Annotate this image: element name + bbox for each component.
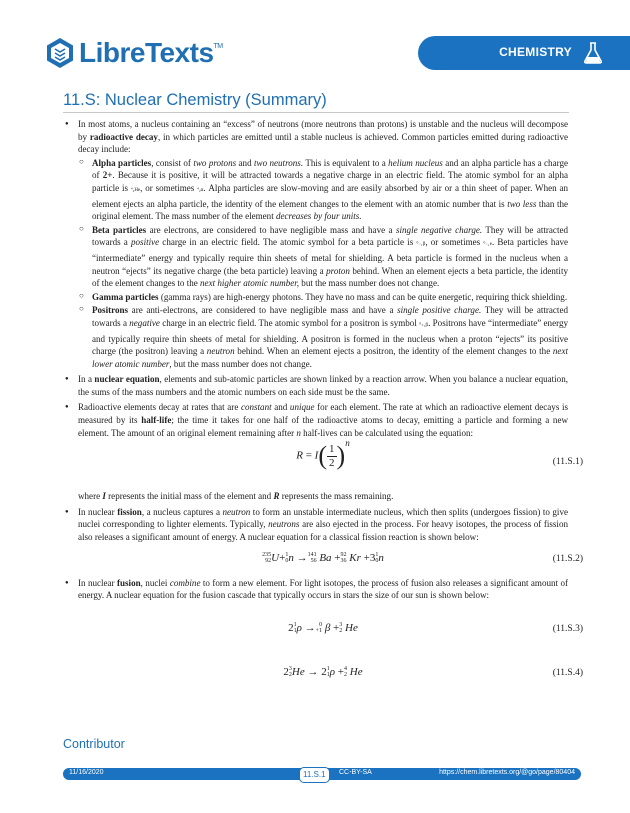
beta-symbol-alt: ⁰₋₁e xyxy=(483,242,492,248)
logo-wordmark: LibreTexts™ xyxy=(79,37,223,68)
equation-11-s-4: 2 3 2 He → 2 1 1 ρ + 4 2 He (11.S.4) xyxy=(283,665,583,679)
libretexts-logo[interactable] xyxy=(45,37,223,69)
list-item-nuclear-equation: ● In a nuclear equation, elements and sub-atomic particles are shown linked by a reaction arrow. When you balance a nuclear equation, the sums of the mass numbers and the atomic numbers on each side must be the same. xyxy=(63,373,568,398)
page-header xyxy=(0,0,630,100)
summary-content xyxy=(63,118,583,691)
footer-date: 11/16/2020 xyxy=(69,769,104,776)
subject-label: CHEMISTRY xyxy=(499,45,572,59)
contributor-heading: Contributor xyxy=(63,737,125,751)
equation-label: (11.S.4) xyxy=(552,667,583,678)
summary-list xyxy=(63,118,583,688)
fraction-one-half: $\frac{1}{2}$ xyxy=(329,443,335,469)
equation-11-s-3: 2 1 1 ρ → 0 +1 β + 3 2 He (11.S.3) xyxy=(288,621,583,635)
equation-11-s-1: R = I( $\frac{1}{2}$ )$^n$ (11.S.1) xyxy=(296,438,583,471)
list-item-fusion: ● In nuclear fusion, nuclei combine to form a new element. For light isotopes, the process of fusion also releases a significant amount of energy. A nuclear equation for the fusion cascade that typically occurs in stars the size of our sun is shown below: 2 1 1 ρ → 0 +1 β + 3 2 He (11.S.3) 2 3 2 He → 2 1 1 ρ + 4 2 He (11.S.4) xyxy=(63,577,568,688)
list-item-radioactive-decay: ● In most atoms, a nucleus containing an “excess” of neutrons (more neutrons than protons) is unstable and the nucleus will decompose by radioactive decay, in which particles are emitted until a stable nucleus is achieved. Common particles emitted during radioactive decay include: ○ Alpha particles, consist of two protons and two neutrons. This is equivalent to a helium nucleus and an alpha particle has a charge of 2+. Because it is positive, it will be attracted towards a negative charge in an electric field. The atomic symbol for an alpha particle is ⁴₂He, or sometimes ⁴₂α. Alpha particles are slow-moving and are easily absorbed by air or a thin sheet of paper. When an element ejects an alpha particle, the identity of the element changes to the element with an atomic number that is two less than the original element. The mass number of the element decreases by four units. ○ Beta particles are electrons, are considered to have negligible mass and have a single negative charge. They will be attracted towards a positive charge in an electric field. The atomic symbol for a beta particle is ⁰₋₁β, or sometimes ⁰₋₁e. Beta particles have “intermediate” energy and typically require thin sheets of metal for shielding. A beta particle is formed in the nucleus when a neutron “ejects” its negative charge (the beta particle) leaving a proton behind. When an element ejects a beta particle, the identity of the element changes to the next higher atomic number, but the mass number does not change. ○ Gamma particles (gamma rays) are high-energy photons. They have no mass and can be quite energetic, requiring thick shielding. ○ Positrons are anti-electrons, are considered to have negligible mass and have a single positive charge. They will be attracted towards a negative charge in an electric field. The atomic symbol for a positron is symbol ⁰₊₁β. Positrons have “intermediate” energy and typically require thin sheets of metal for shielding. A positron is formed in the nucleus when a proton “ejects” its positive charge (the positron) leaving a neutron behind. When an element ejects a positron, the identity of the element changes to the next lower atomic number, but the mass number does not change. xyxy=(63,118,568,370)
page-footer xyxy=(63,768,581,780)
footer-page-number: 11.S.1 xyxy=(299,767,330,783)
list-item-fission: ● In nuclear fission, a nucleus captures a neutron to form an unstable intermediate nucleus, which then splits (undergoes fission) to give nuclei corresponding to lighter elements. Typically, neutrons are also ejected in the process. For heavy isotopes, the process of fission also releases a significant amount of energy. A nuclear equation for a classical fission reaction is shown below: 235 92 U+ 1 0 n → 141 56 Ba + 92 36 Kr +3 1 0 n (11.S.2) xyxy=(63,506,568,574)
list-item-gamma: ○ Gamma particles (gamma rays) are high-energy photons. They have no mass and can be quite energetic, requiring thick shielding. xyxy=(78,291,568,304)
libretexts-hexagon-icon xyxy=(45,37,75,69)
half-life-explanation: where I represents the initial mass of the element and R represents the mass remaining. xyxy=(78,491,394,502)
title-divider xyxy=(63,112,569,113)
footer-license[interactable]: CC-BY-SA xyxy=(339,769,372,776)
particle-list xyxy=(78,157,568,371)
alpha-symbol: ⁴₂He xyxy=(130,187,141,193)
list-item-positron: ○ Positrons are anti-electrons, are considered to have negligible mass and have a single positive charge. They will be attracted towards a negative charge in an electric field. The atomic symbol for a positron is symbol ⁰₊₁β. Positrons have “intermediate” energy and typically require thin sheets of metal for shielding. A positron is formed in the nucleus when a proton “ejects” its positive charge (the positron) leaving a neutron behind. When an element ejects a positron, the identity of the element changes to the next lower atomic number, but the mass number does not change. xyxy=(78,304,568,370)
page-title: 11.S: Nuclear Chemistry (Summary) xyxy=(63,91,327,109)
equation-label: (11.S.1) xyxy=(552,457,583,468)
flask-icon xyxy=(582,41,604,65)
footer-url-link[interactable]: https://chem.libretexts.org/@go/page/80404 xyxy=(439,769,575,776)
positron-symbol: ⁰₊₁β xyxy=(419,322,429,328)
equation-label: (11.S.2) xyxy=(552,553,583,564)
equation-11-s-2: 235 92 U+ 1 0 n → 141 56 Ba + 92 36 Kr +3 1 0 n (11.S.2) xyxy=(262,551,583,565)
alpha-symbol-alt: ⁴₂α xyxy=(197,187,204,193)
list-item-half-life: ● Radioactive elements decay at rates that are constant and unique for each element. The rate at which an radioactive element decays is measured by its half-life; the time it takes for one half of the radioactive atoms to decay, emitting a particle and forming a new element. The amount of an original element remaining after n half-lives can be calculated using the equation: R = I( $\frac{1}{2}$ )$^n$ (11.S.1) where I represents the initial mass of the element and R represents the mass remaining. xyxy=(63,401,568,502)
subject-banner[interactable] xyxy=(418,36,630,70)
list-item-beta: ○ Beta particles are electrons, are considered to have negligible mass and have a single negative charge. They will be attracted towards a positive charge in an electric field. The atomic symbol for a beta particle is ⁰₋₁β, or sometimes ⁰₋₁e. Beta particles have “intermediate” energy and typically require thin sheets of metal for shielding. A beta particle is formed in the nucleus when a neutron “ejects” its negative charge (the beta particle) leaving a proton behind. When an element ejects a beta particle, the identity of the element changes to the next higher atomic number, but the mass number does not change. xyxy=(78,224,568,290)
equation-label: (11.S.3) xyxy=(552,623,583,634)
beta-symbol: ⁰₋₁β xyxy=(416,242,426,248)
list-item-alpha: ○ Alpha particles, consist of two protons and two neutrons. This is equivalent to a helium nucleus and an alpha particle has a charge of 2+. Because it is positive, it will be attracted towards a negative charge in an electric field. The atomic symbol for an alpha particle is ⁴₂He, or sometimes ⁴₂α. Alpha particles are slow-moving and are easily absorbed by air or a thin sheet of paper. When an element ejects an alpha particle, the identity of the element changes to the element with an atomic number that is two less than the original element. The mass number of the element decreases by four units. xyxy=(78,157,568,223)
